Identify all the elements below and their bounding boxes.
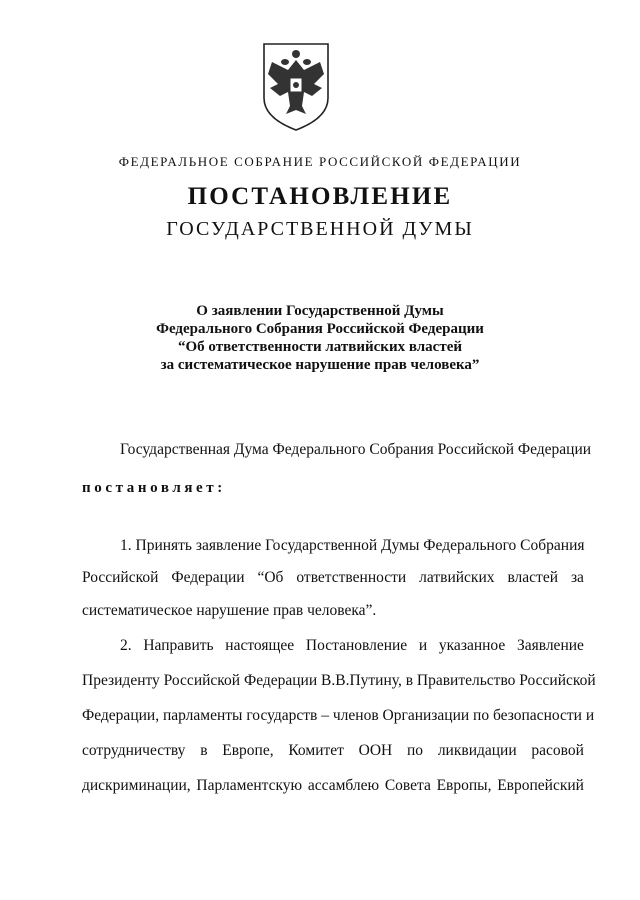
- word: ассамблею: [307, 777, 380, 794]
- word: Направить: [143, 637, 214, 654]
- word: сотрудничеству: [82, 742, 186, 759]
- word: Заявление: [516, 637, 584, 654]
- word: Парламентскую: [196, 777, 303, 794]
- word: властей: [507, 569, 558, 586]
- word: настоящее: [225, 637, 295, 654]
- word: Европейский: [497, 777, 584, 794]
- word: в: [200, 742, 208, 759]
- word: по: [407, 742, 424, 759]
- heading-line: “Об ответственности латвийских властей: [177, 339, 462, 355]
- word: латвийских: [419, 569, 495, 586]
- decrees-word: постановляет:: [82, 480, 226, 496]
- word: дискриминации,: [82, 777, 191, 794]
- word: ООН: [358, 742, 393, 759]
- word: Российской: [82, 569, 159, 586]
- word: “Об: [257, 569, 284, 586]
- word: Постановление: [305, 637, 408, 654]
- word: за: [570, 569, 584, 586]
- word: Совета: [384, 777, 431, 794]
- resolution-heading: [0, 302, 640, 374]
- paragraph-2-line-2: Президенту Российской Федерации В.В.Путину, в Правительство Российской: [82, 672, 596, 689]
- paragraph-1-line-3: систематическое нарушение прав человека”.: [82, 602, 377, 619]
- paragraph-2-line-3: Федерации, парламенты государств – членов Организации по безопасности и: [82, 707, 595, 724]
- word: и: [418, 637, 428, 654]
- state-emblem-icon: [258, 40, 334, 132]
- document-title: ПОСТАНОВЛЕНИЕ: [187, 183, 453, 210]
- word: Комитет: [288, 742, 344, 759]
- word: указанное: [438, 637, 506, 654]
- heading-line: за систематическое нарушение прав человека”: [160, 357, 480, 373]
- word: 2.: [120, 637, 132, 654]
- paragraph-1-line-1: 1. Принять заявление Государственной Думы Федерального Собрания: [120, 537, 585, 554]
- paragraph-2-line-4: [82, 742, 584, 760]
- word: Федерации: [171, 569, 245, 586]
- paragraph-1-line-2: [82, 569, 584, 587]
- heading-line: О заявлении Государственной Думы: [196, 303, 444, 319]
- intro-paragraph: Государственная Дума Федерального Собрания Российской Федерации: [120, 441, 592, 458]
- word: ответственности: [296, 569, 407, 586]
- word: Европы,: [436, 777, 492, 794]
- document-subtitle: ГОСУДАРСТВЕННОЙ ДУМЫ: [166, 218, 474, 240]
- paragraph-2-line-1: [120, 637, 584, 655]
- organization-name: ФЕДЕРАЛЬНОЕ СОБРАНИЕ РОССИЙСКОЙ ФЕДЕРАЦИИ: [118, 154, 522, 169]
- word: расовой: [531, 742, 584, 759]
- word: Европе,: [222, 742, 274, 759]
- word: ликвидации: [437, 742, 517, 759]
- paragraph-2-line-5: [82, 777, 584, 795]
- heading-line: Федерального Собрания Российской Федерации: [156, 321, 484, 337]
